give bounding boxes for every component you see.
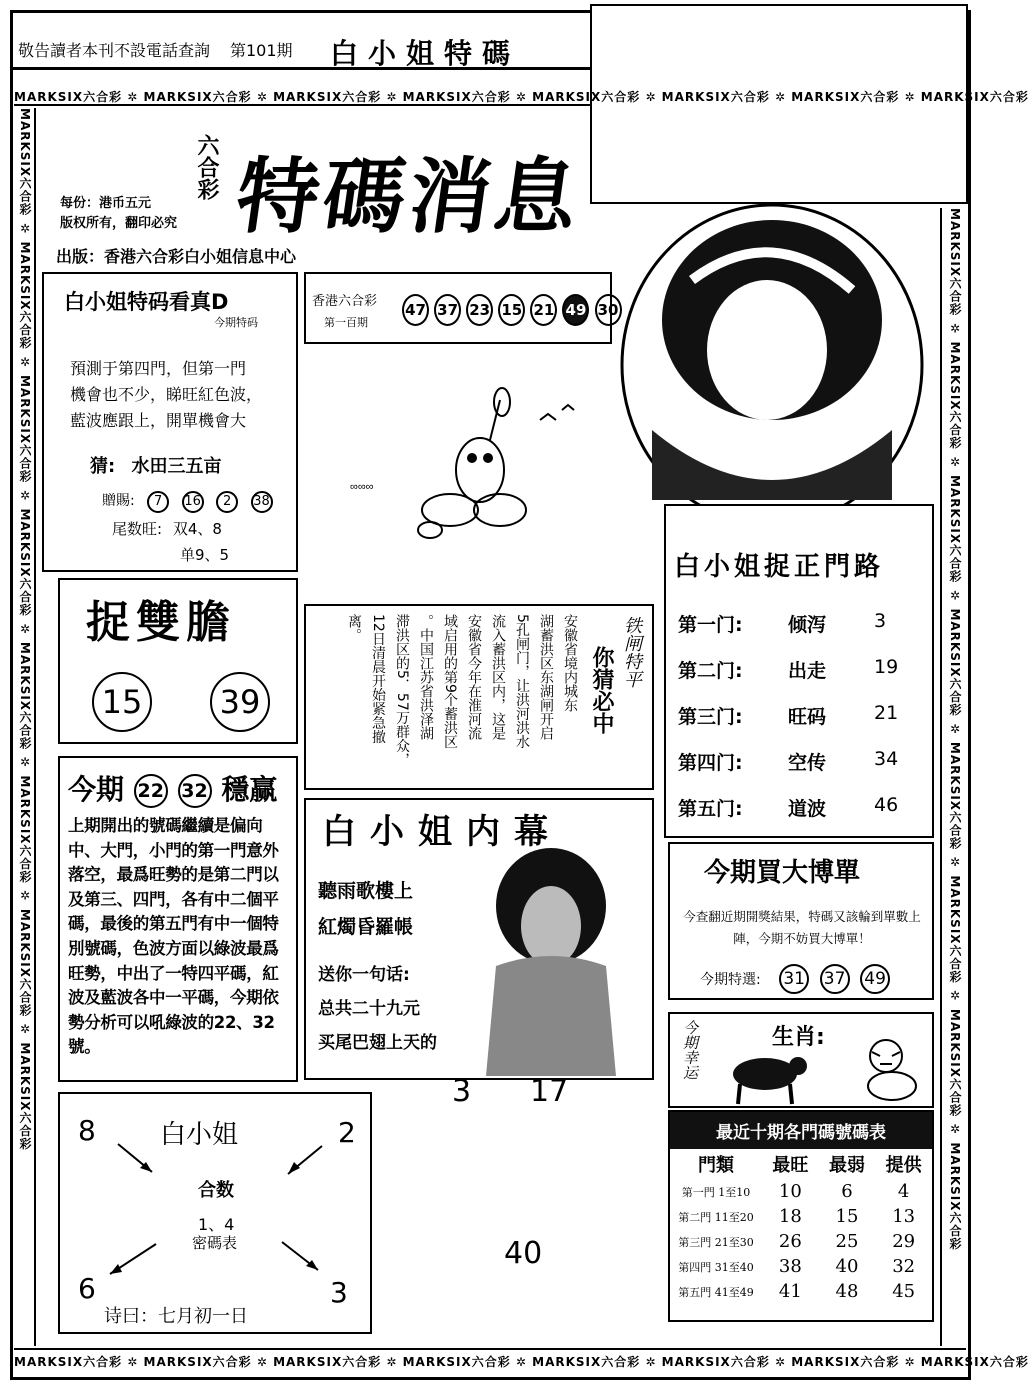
zodiac-panel — [668, 1012, 934, 1108]
freq-gate-range: 31至40 — [714, 1260, 754, 1274]
owl-illustration — [340, 380, 590, 550]
news-column: 5孔闸门，让洪河洪水 — [514, 614, 530, 749]
clock-poem: 诗曰：七月初一日 — [104, 1306, 248, 1327]
tip-title: 白小姐特码看真D — [64, 290, 229, 314]
border-right-text: MARKSIX六合彩 ✲ MARKSIX六合彩 ✲ MARKSIX六合彩 ✲ MARKSIX六合彩 ✲ MARKSIX六合彩 ✲ MARKSIX六合彩 ✲ MARKSIX六合彩 ✲ MARKSIX六合彩 — [948, 208, 962, 1251]
freq-gate — [670, 1254, 762, 1279]
gate-num: 19 — [874, 656, 899, 678]
bet-title: 今期買大博單 — [704, 858, 861, 888]
freq-gate — [670, 1179, 762, 1204]
news-side-sub: 铁闸特平 — [621, 616, 642, 688]
tiger-icon — [856, 1034, 926, 1106]
gate-word: 出走 — [788, 660, 827, 682]
zodiac-label: 生肖: — [772, 1025, 825, 1050]
news-column: 12日清晨开始紧急撤 — [370, 614, 386, 744]
masthead-side-label: 六合彩 — [194, 134, 220, 200]
freq-hot: 10 — [778, 1181, 802, 1202]
news-column: 安徽省今年在淮河流 — [466, 614, 482, 740]
tip-gift-number: 2 — [216, 491, 238, 513]
gate-row — [678, 794, 918, 821]
results-label: 香港六合彩 — [312, 294, 378, 309]
tip-panel — [42, 272, 298, 572]
news-column: 湖蓄洪区东湖闸开启 — [538, 614, 554, 740]
header-bar — [10, 30, 590, 70]
tip-tail-line1: 双4、8 — [172, 520, 222, 538]
tip-tail-label: 尾数旺: — [112, 520, 163, 538]
clock-arrows — [60, 1094, 374, 1336]
freq-gate-range: 1至10 — [718, 1185, 751, 1199]
clock-corner-tl: 8 — [78, 1114, 96, 1147]
freq-hot: 18 — [778, 1206, 802, 1227]
tip-tail-line2: 单9、5 — [180, 546, 230, 564]
result-ball: 23 — [466, 294, 493, 326]
freq-row — [670, 1254, 932, 1279]
freq-hot: 26 — [778, 1231, 802, 1252]
inside-num-a: 3 — [452, 1074, 472, 1109]
gate-row — [678, 610, 918, 637]
freq-gate-range: 41至49 — [714, 1285, 754, 1299]
double-number: 39 — [210, 672, 270, 732]
border-bottom — [14, 1348, 1029, 1370]
tip-guess-value: 水田三五亩 — [131, 456, 222, 477]
freq-cold: 40 — [835, 1256, 859, 1277]
inside-line-4: 总共二十九元 — [318, 999, 420, 1019]
results-panel — [304, 272, 619, 344]
freq-gate-name: 第四門 — [678, 1260, 712, 1274]
bet-select-label: 今期特選: — [700, 972, 761, 988]
freq-header: 最旺 — [772, 1155, 809, 1176]
freq-cold: 6 — [841, 1181, 853, 1202]
freq-give: 4 — [897, 1181, 910, 1202]
freq-give: 32 — [892, 1256, 916, 1277]
tip-gift-number: 38 — [251, 491, 273, 513]
inside-line-2: 紅燭昏羅帳 — [318, 916, 414, 938]
freq-panel — [668, 1110, 934, 1322]
bet-number: 37 — [820, 964, 850, 994]
portrait-image — [612, 200, 932, 530]
header-issue: 第101期 — [230, 41, 293, 60]
freq-gate-name: 第三門 — [678, 1235, 712, 1249]
stable-prefix: 今期 — [68, 773, 125, 806]
bet-panel — [668, 842, 934, 1000]
news-column: 滞洪区的5．57万群众， — [394, 614, 410, 767]
svg-text:∞∞∞: ∞∞∞ — [350, 481, 374, 493]
freq-header-row — [670, 1149, 932, 1179]
freq-cold: 15 — [835, 1206, 859, 1227]
tip-guess — [90, 452, 221, 478]
gates-title: 白小姐捉正門路 — [674, 552, 885, 582]
clock-corner-tr: 2 — [338, 1116, 356, 1149]
freq-gate — [670, 1279, 762, 1304]
news-panel — [304, 604, 654, 790]
result-ball: 47 — [402, 294, 429, 326]
gates-panel — [664, 504, 934, 838]
gate-row — [678, 748, 918, 775]
stable-heading — [68, 768, 277, 808]
tip-line-1: 預測于第四門，但第一門 — [70, 359, 247, 378]
freq-cold: 48 — [835, 1281, 859, 1302]
inside-num-b: 17 — [530, 1074, 569, 1109]
bet-number: 31 — [779, 964, 809, 994]
news-side-title: 你猜必中 — [589, 646, 615, 734]
result-ball: 15 — [498, 294, 525, 326]
freq-row — [670, 1204, 932, 1229]
freq-gate-name: 第一門 — [681, 1185, 715, 1199]
gate-row — [678, 656, 918, 683]
freq-row — [670, 1279, 932, 1304]
inside-line-5: 买尾巴翅上天的 — [318, 1033, 437, 1053]
stable-number: 32 — [178, 774, 212, 808]
results-sub: 第一百期 — [324, 316, 368, 329]
gate-label: 第一门: — [678, 614, 743, 636]
double-panel — [58, 578, 298, 744]
gate-row — [678, 702, 918, 729]
gate-label: 第二门: — [678, 660, 743, 682]
results-balls — [402, 294, 619, 326]
header-brand: 白小姐特碼 — [330, 37, 521, 70]
portrait-svg — [612, 200, 932, 530]
freq-row — [670, 1229, 932, 1254]
result-ball: 49 — [562, 294, 589, 326]
stable-suffix: 穩赢 — [221, 773, 278, 806]
tip-tail — [112, 518, 222, 539]
gate-label: 第三门: — [678, 706, 743, 728]
masthead — [42, 122, 602, 272]
ox-icon — [720, 1044, 810, 1106]
freq-hot: 38 — [778, 1256, 802, 1277]
tip-line-3: 藍波應跟上，開單機會大 — [70, 411, 247, 430]
freq-gate-name: 第二門 — [678, 1210, 712, 1224]
tip-line-2: 機會也不少，睇旺紅色波， — [70, 385, 263, 404]
freq-hot: 41 — [778, 1281, 802, 1302]
tip-gift-number: 7 — [147, 491, 169, 513]
gate-label: 第四门: — [678, 752, 743, 774]
freq-gate-range: 11至20 — [714, 1210, 754, 1224]
gate-word: 倾泻 — [788, 614, 827, 636]
border-right — [940, 208, 964, 1346]
tip-gift-number: 16 — [182, 491, 204, 513]
freq-gate — [670, 1229, 762, 1254]
inside-panel — [304, 798, 654, 1080]
news-columns — [344, 614, 580, 784]
freq-give: 29 — [892, 1231, 916, 1252]
inside-title: 白小姐内幕 — [322, 812, 562, 852]
gate-num: 21 — [874, 702, 899, 724]
border-top — [14, 88, 1029, 106]
bet-select — [700, 964, 890, 994]
clock-title: 白小姐 — [160, 1120, 239, 1150]
gate-word: 空传 — [788, 752, 827, 774]
gate-num: 34 — [874, 748, 899, 770]
stable-panel — [58, 756, 298, 1082]
tip-gift-label: 贈賜: — [102, 493, 135, 509]
tip-gift — [102, 490, 273, 513]
clock-corner-br: 3 — [330, 1276, 348, 1309]
freq-gate-name: 第五門 — [678, 1285, 712, 1299]
inside-line-1: 聽雨歌樓上 — [318, 880, 414, 902]
news-column: 流入蓄洪区内，这是 — [490, 614, 506, 740]
clock-sum-label: 合数 — [198, 1180, 234, 1201]
result-ball: 21 — [530, 294, 557, 326]
zodiac-side: 今期幸运 — [681, 1020, 699, 1080]
freq-header: 最弱 — [828, 1155, 865, 1176]
freq-give: 13 — [892, 1206, 916, 1227]
gate-word: 道波 — [788, 798, 827, 820]
masthead-publisher: 出版：香港六合彩白小姐信息中心 — [56, 247, 297, 266]
border-bottom-text: MARKSIX六合彩 ✲ MARKSIX六合彩 ✲ MARKSIX六合彩 ✲ MARKSIX六合彩 ✲ MARKSIX六合彩 ✲ MARKSIX六合彩 ✲ MARKSIX六合彩 ✲ MARKSIX六合彩 — [14, 1355, 1029, 1369]
gate-word: 旺码 — [788, 706, 827, 728]
stable-body: 上期開出的號碼繼續是偏向中、大門，小門的第一門意外落空，最爲旺勢的是第二門以及第三、四門，各有中二個平碼，最後的第五門有中一個特別號碼，色波方面以綠波最爲旺勢，中出了一特四平碼，紅波及藍波各中一平碼，今期依勢分析可以吼綠波的22、32號。 — [68, 816, 279, 1057]
freq-cold: 25 — [835, 1231, 859, 1252]
news-column: 。中国江苏省洪泽湖 — [418, 614, 434, 740]
freq-header: 門類 — [698, 1155, 734, 1176]
double-number: 15 — [92, 672, 152, 732]
inside-num-c: 40 — [504, 1236, 543, 1271]
border-left-text: MARKSIX六合彩 ✲ MARKSIX六合彩 ✲ MARKSIX六合彩 ✲ MARKSIX六合彩 ✲ MARKSIX六合彩 ✲ MARKSIX六合彩 ✲ MARKSIX六合彩 ✲ MARKSIX六合彩 — [18, 108, 32, 1151]
border-top-text: MARKSIX六合彩 ✲ MARKSIX六合彩 ✲ MARKSIX六合彩 ✲ MARKSIX六合彩 ✲ MARKSIX六合彩 ✲ MARKSIX六合彩 ✲ MARKSIX六合彩 ✲ MARKSIX六合彩 — [14, 90, 1029, 104]
inside-figure — [456, 846, 646, 1076]
freq-row — [670, 1179, 932, 1204]
gate-num: 3 — [874, 610, 887, 632]
gate-label: 第五门: — [678, 798, 743, 820]
news-column: 离。 — [346, 614, 362, 642]
masthead-title: 特碼消息 — [230, 149, 588, 245]
freq-give: 45 — [892, 1281, 916, 1302]
freq-title: 最近十期各門碼號碼表 — [670, 1112, 932, 1149]
news-column: 安徽省境内城东 — [562, 614, 578, 712]
tip-subtitle: 今期特码 — [214, 316, 258, 329]
freq-header: 提供 — [885, 1155, 922, 1176]
result-ball: 37 — [434, 294, 461, 326]
tip-guess-label: 猜: — [90, 456, 116, 477]
header-blank-panel — [590, 4, 968, 204]
freq-table — [670, 1149, 932, 1304]
freq-gate-range: 21至30 — [714, 1235, 754, 1249]
masthead-price: 每份：港币五元 — [60, 196, 152, 211]
stable-number: 22 — [134, 774, 168, 808]
masthead-copyright: 版权所有，翻印必究 — [60, 216, 178, 231]
clock-corner-bl: 6 — [78, 1272, 96, 1305]
news-column: 域启用的第9个蓄洪区 — [442, 614, 458, 749]
border-left — [14, 108, 36, 1346]
clock-panel — [58, 1092, 372, 1334]
clock-code-label: 密碼表 — [192, 1234, 238, 1252]
freq-gate — [670, 1204, 762, 1229]
inside-line-3: 送你一句话: — [318, 965, 410, 985]
owl-svg — [340, 380, 590, 550]
result-ball: 30 — [595, 294, 622, 326]
bet-text: 今查翻近期開獎結果，特碼又該輪到單數上陣，今期不妨買大博單！ — [683, 909, 921, 946]
clock-sum-value: 1、4 — [198, 1215, 235, 1234]
gate-num: 46 — [874, 794, 899, 816]
double-title: 捉雙膽 — [86, 597, 236, 648]
bet-number: 49 — [860, 964, 890, 994]
header-notice: 敬告讀者本刊不設電話查詢 — [18, 41, 211, 60]
